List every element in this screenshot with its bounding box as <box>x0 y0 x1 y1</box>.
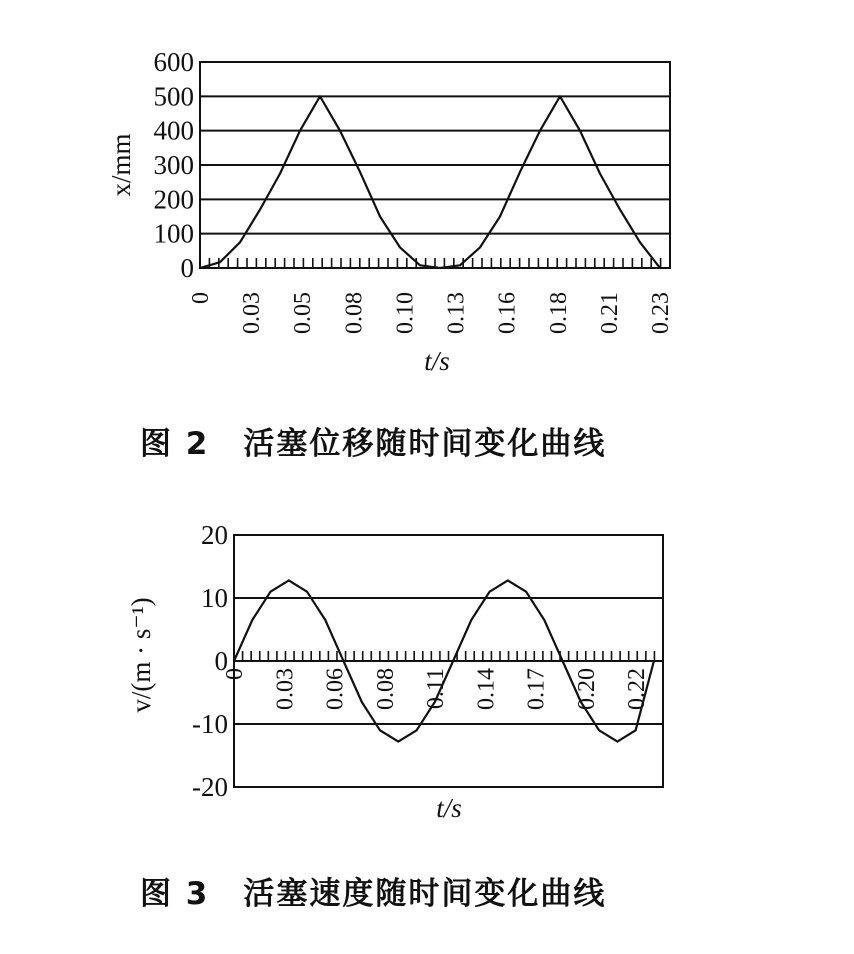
chart0-y-tick-label: 500 <box>153 81 194 112</box>
chart0-series-line-0 <box>200 96 660 268</box>
chart1-x-tick-label: 0.06 <box>322 668 349 710</box>
figure-3-caption <box>140 868 606 913</box>
chart0-y-tick-label: 0 <box>180 253 194 283</box>
chart0-y-tick-label: 300 <box>153 150 194 180</box>
chart1-x-tick-label: 0 <box>222 668 248 680</box>
chart1-x-tick-label: 0.03 <box>272 668 299 710</box>
chart1-x-tick-label: 0.08 <box>372 668 399 710</box>
chart0-x-tick-label: 0 <box>188 292 214 304</box>
chart0-x-tick-label: 0.03 <box>239 292 266 334</box>
chart0-x-tick-label: 0.16 <box>494 291 521 334</box>
chart1-x-tick-label: 0.14 <box>473 668 500 710</box>
chart0-x-tick-label: 0.23 <box>648 292 674 334</box>
chart0-y-tick-label: 600 <box>153 47 194 77</box>
chart0-x-tick-label: 0.05 <box>290 292 317 334</box>
chart0-x-tick-label: 0.21 <box>596 292 623 334</box>
chart1-y-tick-label: 10 <box>201 583 228 613</box>
chart1-x-tick-label: 0.22 <box>624 668 650 710</box>
chart0-x-tick-label: 0.08 <box>341 292 368 334</box>
figure-3-title: 活塞速度随时间变化曲线 <box>243 876 607 912</box>
chart0-x-tick-label: 0.18 <box>545 292 572 334</box>
chart1-y-axis-label: v/(m · s⁻¹) <box>126 597 156 713</box>
figure-2-title: 活塞位移随时间变化曲线 <box>243 426 607 462</box>
chart1-y-tick-label: -10 <box>192 709 228 739</box>
chart1-x-tick-label: 0.11 <box>423 668 449 710</box>
chart1-x-tick-label: 0.20 <box>573 668 600 710</box>
chart0-x-tick-label: 0.10 <box>392 292 419 334</box>
chart1-x-tick-label: 0.17 <box>523 668 550 710</box>
chart0-y-tick-label: 400 <box>153 115 194 146</box>
chart0-x-tick-label: 0.13 <box>443 292 470 334</box>
figure-3-number: 图 3 <box>140 876 210 912</box>
chart0-y-tick-label: 200 <box>153 184 194 215</box>
chart0-y-tick-label: 100 <box>153 218 194 249</box>
chart1-y-tick-label: -20 <box>192 772 228 802</box>
chart1-y-tick-label: 20 <box>201 520 228 550</box>
chart0-x-axis-label: t/s <box>424 346 450 376</box>
chart1-y-tick-label: 0 <box>214 646 228 676</box>
figure-2-caption <box>140 418 606 463</box>
chart0-y-axis-label: x/mm <box>106 133 136 197</box>
chart1-x-axis-label: t/s <box>436 793 462 823</box>
figure-2-number: 图 2 <box>140 426 210 462</box>
